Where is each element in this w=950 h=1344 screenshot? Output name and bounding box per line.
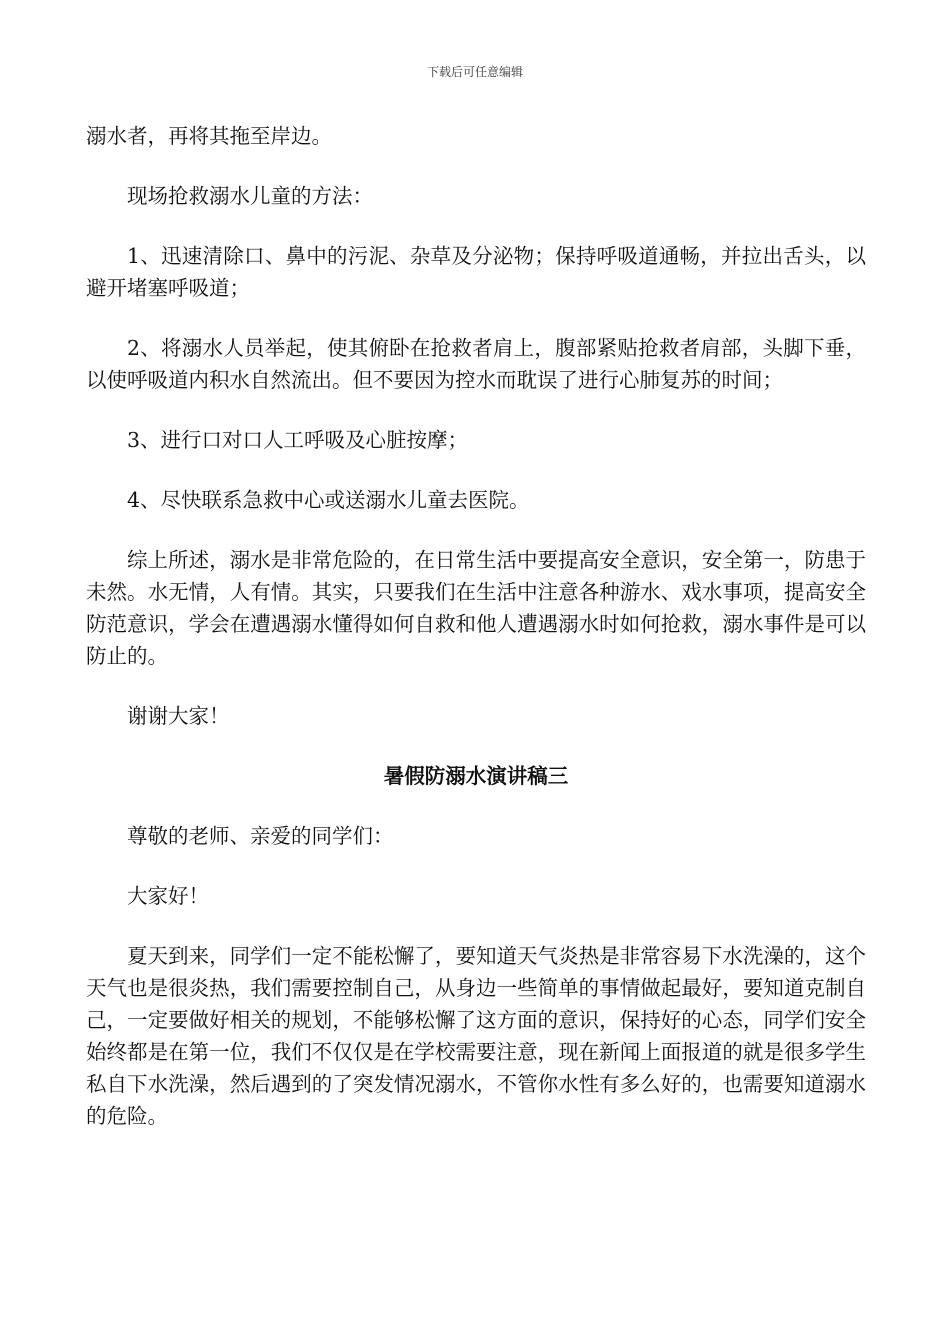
paragraph-step-1: 1、迅速清除口、鼻中的污泥、杂草及分泌物；保持呼吸道通畅，并拉出舌头，以避开堵塞呼吸道； bbox=[86, 244, 866, 300]
section-title: 暑假防溺水演讲稿三 bbox=[383, 764, 569, 788]
paragraph-step-4: 4、尽快联系急救中心或送溺水儿童去医院。 bbox=[127, 488, 530, 512]
paragraph-thanks: 谢谢大家！ bbox=[127, 704, 230, 728]
paragraph-continuation: 溺水者，再将其拖至岸边。 bbox=[86, 124, 332, 148]
document-body bbox=[86, 120, 866, 1160]
paragraph-summary: 综上所述，溺水是非常危险的，在日常生活中要提高安全意识，安全第一，防患于未然。水无情，人有情。其实，只要我们在生活中注意各种游水、戏水事项，提高安全防范意识，学会在遭遇溺水懂得如何自救和他人遭遇溺水时如何抢救，溺水事件是可以防止的。 bbox=[86, 548, 866, 668]
paragraph-rescue-methods-heading: 现场抢救溺水儿童的方法： bbox=[127, 184, 373, 208]
paragraph-body: 夏天到来，同学们一定不能松懈了，要知道天气炎热是非常容易下水洗澡的，这个天气也是很炎热，我们需要控制自己，从身边一些简单的事情做起最好，要知道克制自己，一定要做好相关的规划，不能够松懈了这方面的意识，保持好的心态，同学们安全始终都是在第一位，我们不仅仅是在学校需要注意，现在新闻上面报道的就是很多学生私自下水洗澡，然后遇到的了突发情况溺水，不管你水性有多么好的，也需要知道溺水的危险。 bbox=[86, 944, 866, 1128]
paragraph-step-2: 2、将溺水人员举起，使其俯卧在抢救者肩上，腹部紧贴抢救者肩部，头脚下垂，以使呼吸道内积水自然流出。但不要因为控水而耽误了进行心肺复苏的时间； bbox=[86, 336, 866, 392]
page-header: 下载后可任意编辑 bbox=[426, 65, 523, 79]
paragraph-step-3: 3、进行口对口人工呼吸及心脏按摩； bbox=[127, 428, 469, 452]
paragraph-greeting: 尊敬的老师、亲爱的同学们： bbox=[127, 824, 394, 848]
paragraph-hello: 大家好！ bbox=[127, 884, 209, 908]
